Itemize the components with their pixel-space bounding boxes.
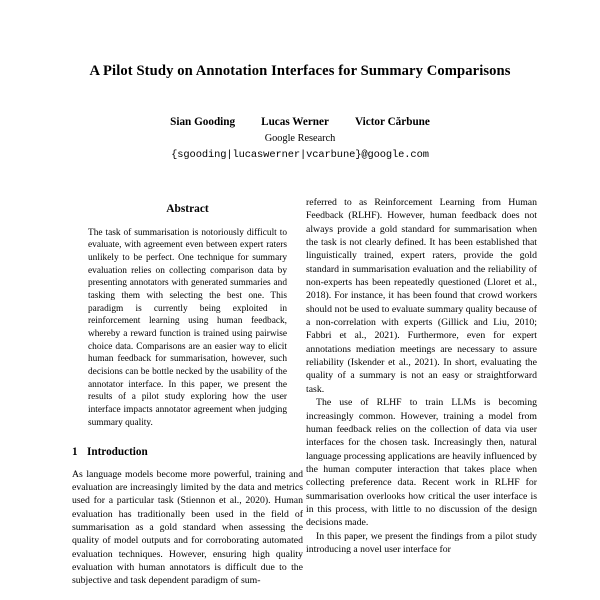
title-block xyxy=(0,0,600,162)
author-name: Lucas Werner xyxy=(261,115,329,128)
author-emails: {sgooding|lucaswerner|vcarbune}@google.com xyxy=(171,149,429,162)
left-column xyxy=(72,196,303,600)
paragraph: The use of RLHF to train LLMs is becoming increasingly common. However, training a model from human feedback relies on the collection of data via user interfaces for the chosen task. Increasingly then, natural language processing applications are heavily influenced by the human computer interaction that takes place when collecting preference data. Recent work in RLHF for summarisation overlooks how critical the user interface is in this process, with little to no discussion of the design decisions made. xyxy=(306,397,537,529)
paragraph: As language models become more powerful, training and evaluation are increasingly limited by the data and metrics used for a particular task (Stiennon et al., 2020). Human evaluation has traditionally been used in the field of summarisation as a gold standard when assessing the quality of model outputs and for corroborating automated evaluation techniques. However, ensuring high quality evaluation with human annotators is difficult due to the subjective and task dependent paradigm of sum- xyxy=(72,468,303,587)
paragraph: referred to as Reinforcement Learning from Human Feedback (RLHF). However, human feedback does not always provide a gold standard for summarisation when the task is not clearly defined. It has been established that linguistically trained, expert raters, provide the gold standard in summarisation evaluation and the reliability of non-experts has been repeatedly questioned (Lloret et al., 2018). For instance, it has been found that crowd workers should not be used to evaluate summary quality because of a non-correlation with experts (Gillick and Liu, 2010; Fabbri et al., 2021). Furthermore, even for expert annotations mediation meetings are necessary to assure reliability (Iskender et al., 2021). In short, evaluating the quality of a summary is not an easy or straightforward task. xyxy=(306,197,537,395)
abstract-heading: Abstract xyxy=(166,203,209,215)
section-title: Introduction xyxy=(87,446,148,459)
author-list xyxy=(0,115,600,130)
page-title: A Pilot Study on Annotation Interfaces for Summary Comparisons xyxy=(89,63,511,79)
affiliation: Google Research xyxy=(264,132,336,144)
paragraph: In this paper, we present the findings from a pilot study introducing a novel user interface for xyxy=(306,530,537,555)
abstract-block xyxy=(72,203,303,429)
abstract-text: The task of summarisation is notoriously difficult to evaluate, with agreement even between expert raters unlikely to be perfect. One technique for summary evaluation relies on collecting comparison data by presenting annotators with generated summaries and tasking them with selecting the best one. This paradigm is currently being exploited in reinforcement learning using human feedback, whereby a reward function is trained using pairwise choice data. Comparisons are an easier way to elicit human feedback for summarisation, however, such decisions can be bottle necked by the usability of the annotator interface. In this paper, we present the results of a pilot study exploring how the user interface impacts annotator agreement when judging summary quality. xyxy=(88,227,287,428)
section-heading-introduction xyxy=(72,446,303,459)
author-name: Sian Gooding xyxy=(170,115,236,128)
section-number: 1 xyxy=(72,446,78,459)
author-name: Victor Cărbune xyxy=(354,115,430,128)
right-column xyxy=(306,196,537,600)
body-columns xyxy=(0,196,600,600)
